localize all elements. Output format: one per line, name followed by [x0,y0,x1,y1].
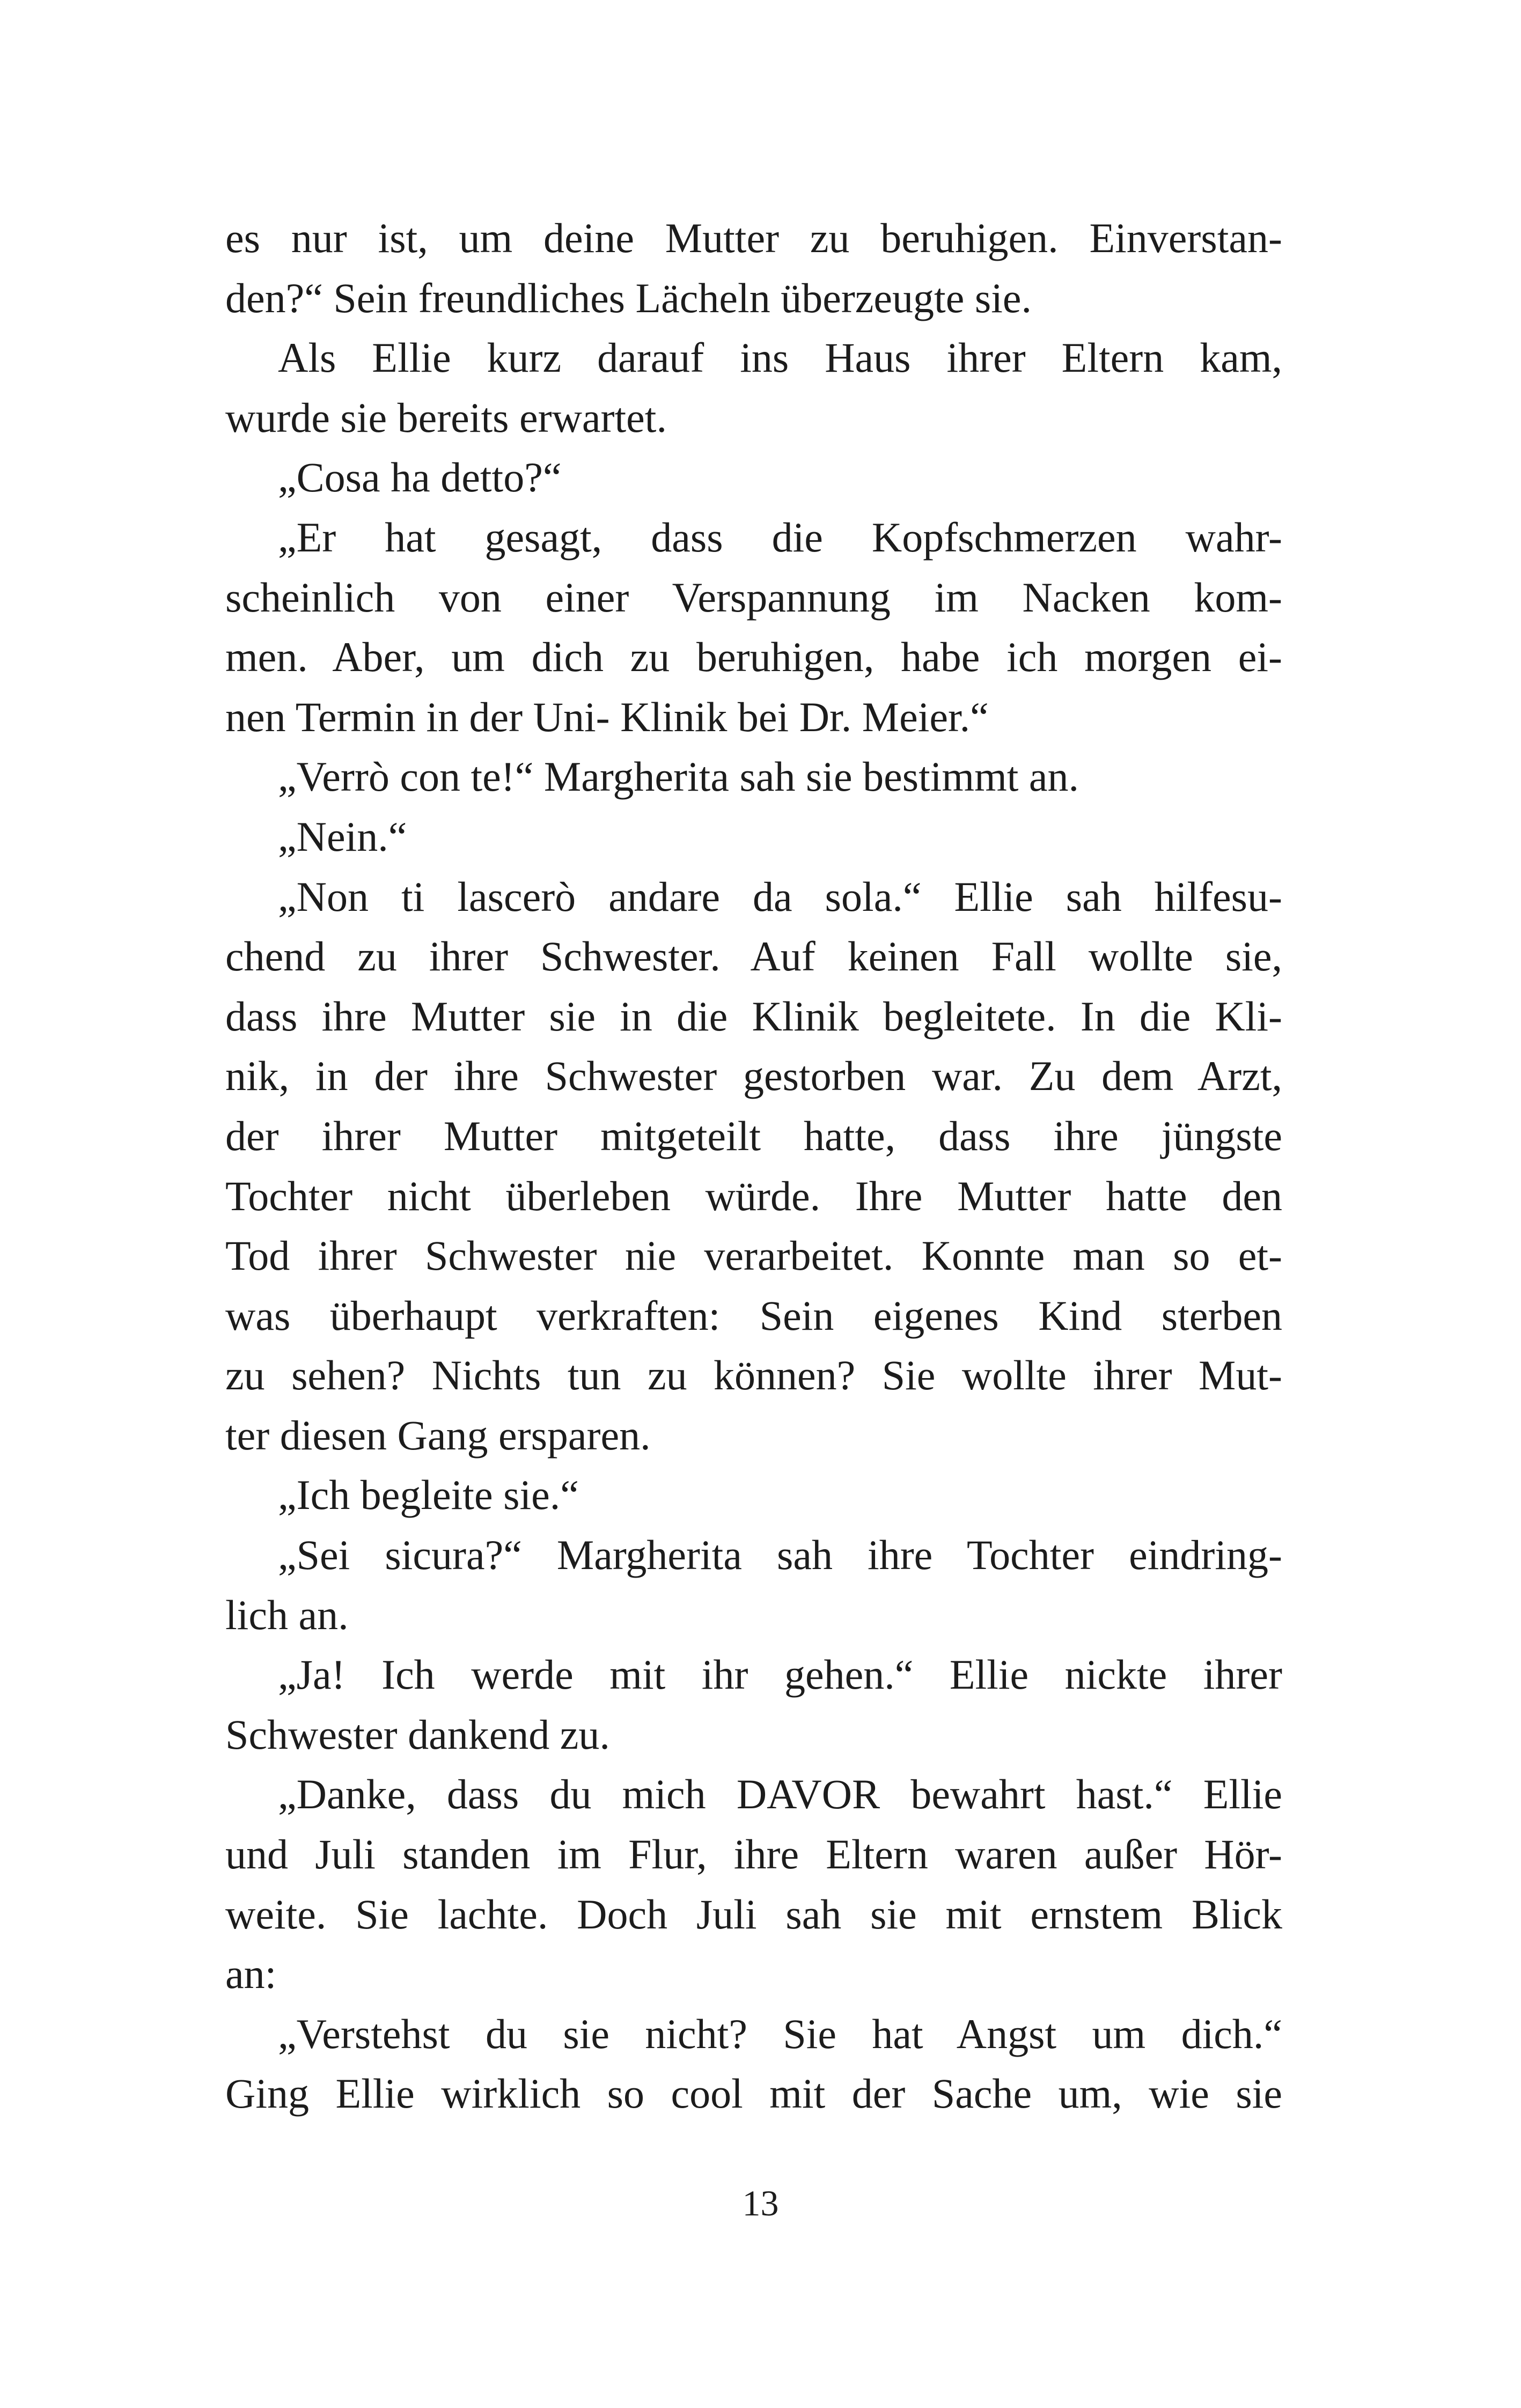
text-line: wurde sie bereits erwartet. [225,394,667,441]
text-line: lich an. [225,1591,349,1638]
text-line: „Er hat gesagt, dass die Kopfschmerzen wahr- [278,513,1282,561]
text-line: dass ihre Mutter sie in die Klinik begleitete. In die Kli- [225,992,1282,1040]
text-line: „Ich begleite sie.“ [278,1471,579,1519]
text-line: „Danke, dass du mich DAVOR bewahrt hast.“ Ellie [278,1771,1282,1818]
text-line: scheinlich von einer Verspannung im Nacken kom- [225,573,1282,621]
text-line: an: [225,1950,277,1998]
text-line: „Cosa ha detto?“ [278,454,562,501]
text-line: „Nein.“ [278,813,407,860]
text-line: „Ja! Ich werde mit ihr gehen.“ Ellie nickte ihrer [278,1651,1282,1698]
text-line: „Sei sicura?“ Margherita sah ihre Tochter eindring- [278,1531,1282,1579]
text-line: zu sehen? Nichts tun zu können? Sie wollte ihrer Mut- [225,1352,1282,1399]
text-line: men. Aber, um dich zu beruhigen, habe ich morgen ei- [225,634,1282,681]
text-line: Ging Ellie wirklich so cool mit der Sache um, wie sie [225,2070,1282,2117]
text-line: es nur ist, um deine Mutter zu beruhigen. Einverstan- [225,215,1282,261]
text-line: „Verrò con te!“ Margherita sah sie bestimmt an. [278,753,1079,800]
text-line: den?“ Sein freundliches Lächeln überzeugte sie. [225,274,1032,321]
text-line: der ihrer Mutter mitgeteilt hatte, dass ihre jüngste [225,1112,1282,1159]
text-line: was überhaupt verkraften: Sein eigenes Kind sterben [225,1292,1282,1339]
text-line: nen Termin in der Uni- Klinik bei Dr. Meier.“ [225,693,989,740]
text-line: weite. Sie lachte. Doch Juli sah sie mit ernstem Blick [225,1890,1282,1938]
text-line: ter diesen Gang ersparen. [225,1411,651,1459]
text-line: Schwester dankend zu. [225,1711,610,1758]
text-line: „Verstehst du sie nicht? Sie hat Angst um dich.“ [278,2010,1282,2057]
text-line: und Juli standen im Flur, ihre Eltern waren außer Hör- [225,1831,1282,1878]
text-line: nik, in der ihre Schwester gestorben war. Zu dem Arzt, [225,1052,1282,1100]
text-line: chend zu ihrer Schwester. Auf keinen Fall wollte sie, [225,933,1282,980]
text-line: Tod ihrer Schwester nie verarbeitet. Konnte man so et- [225,1232,1282,1279]
text-line: Tochter nicht überleben würde. Ihre Mutter hatte den [225,1172,1282,1219]
page-number: 13 [742,2183,779,2223]
body-text [225,208,1282,2124]
text-line: Als Ellie kurz darauf ins Haus ihrer Eltern kam, [278,334,1282,381]
text-line: „Non ti lascerò andare da sola.“ Ellie sah hilfesu- [278,873,1282,920]
